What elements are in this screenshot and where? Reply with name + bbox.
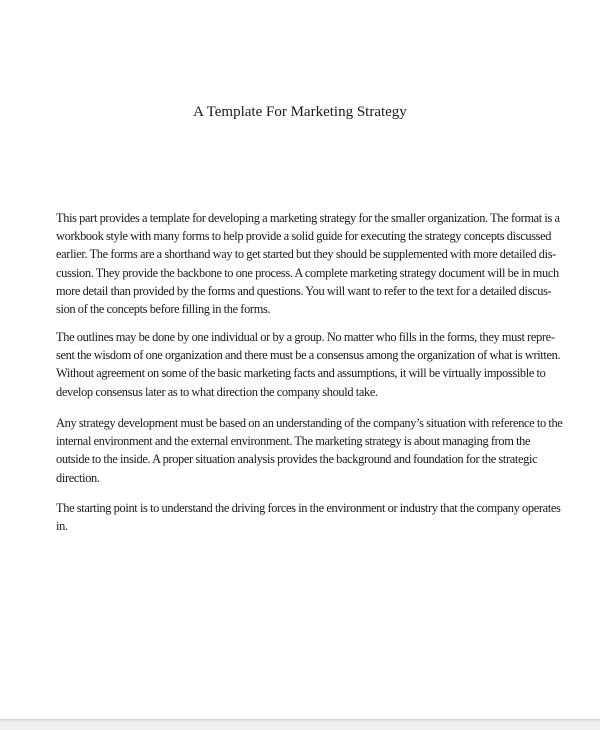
text-line: The starting point is to understand the driving forces in the environment or industry that the company operates [56,501,561,515]
text-line: in. [56,519,68,534]
text-line: develop consensus later as to what direction the company should take. [56,384,378,399]
text-line: sion of the concepts before filling in the forms. [56,302,271,317]
paragraph-intro [56,209,560,318]
text-line: internal environment and the external environment. The marketing strategy is about managing from the [56,434,531,449]
text-line: workbook style with many forms to help provide a solid guide for executing the strategy concepts discussed [56,229,552,244]
text-line: earlier. The forms are a shorthand way to get started but they should be supplemented with more detailed dis- [56,247,556,262]
text-line: Without agreement on some of the basic marketing facts and assumptions, it will be virtually impossible to [56,366,546,381]
text-line: outside to the inside. A proper situation analysis provides the background and foundation for the strategic [56,452,538,467]
paragraph-situation [56,414,563,487]
text-line: direction. [56,470,100,485]
text-line: more detail than provided by the forms and questions. You will want to refer to the text for a detailed discus- [56,283,552,298]
paragraph-outlines [56,328,561,401]
text-line: Any strategy development must be based on an understanding of the company’s situation with reference to the [56,416,563,430]
text-line: This part provides a template for developing a marketing strategy for the smaller organization. The format is a [56,211,560,225]
paragraph-starting-point [56,499,561,535]
text-line: sent the wisdom of one organization and there must be a consensus among the organization of what is written. [56,348,561,363]
document-title: A Template For Marketing Strategy [193,104,407,120]
text-line: The outlines may be done by one individual or by a group. No matter who fills in the forms, they must repre- [56,330,555,344]
text-line: cussion. They provide the backbone to one process. A complete marketing strategy document will be in much [56,265,559,280]
